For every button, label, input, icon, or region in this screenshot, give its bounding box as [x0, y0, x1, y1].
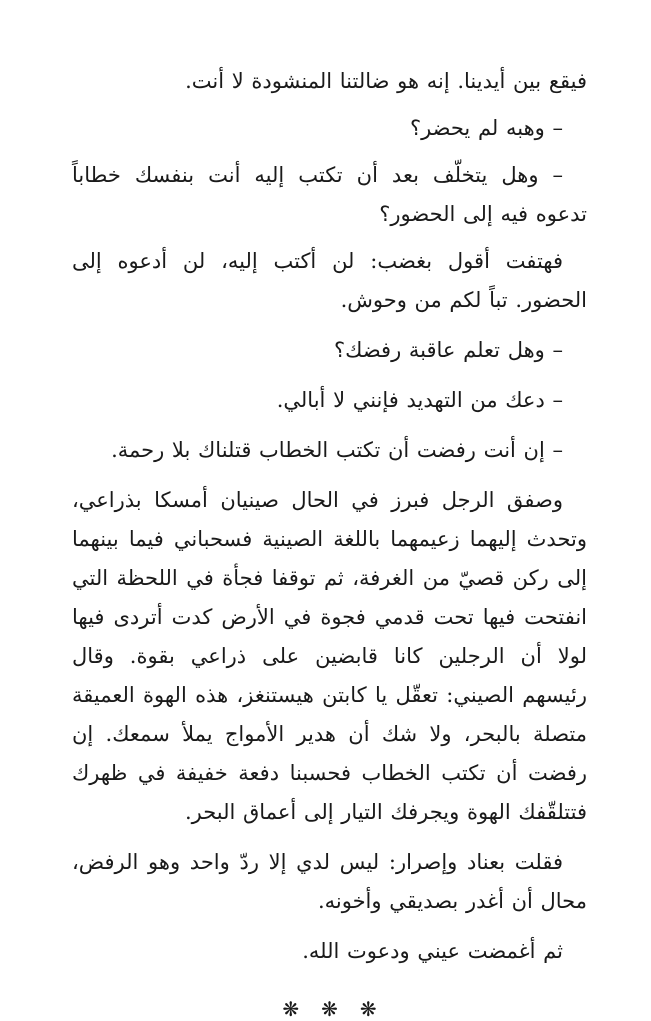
dialogue-line-4: – دعك من التهديد فإنني لا أبالي.	[276, 388, 563, 412]
dialogue-line-5: – إن أنت رفضت أن تكتب الخطاب قتلناك بلا رحمة.	[111, 438, 563, 462]
paragraph-2: فهتفت أقول بغضب: لن أكتب إليه، لن أدعوه إلى الحضور. تباً لكم من وحوش.	[72, 249, 587, 312]
paragraph-5: ثم أغمضت عيني ودعوت الله.	[302, 939, 563, 963]
paragraph-1: فيقع بين أيدينا. إنه هو ضالتنا المنشودة لا أنت.	[185, 69, 587, 93]
dialogue-line-1: – وهبه لم يحضر؟	[409, 116, 563, 140]
dialogue-line-2: – وهل يتخلّف بعد أن تكتب إليه أنت بنفسك خطاباً تدعوه فيه إلى الحضور؟	[72, 163, 587, 226]
section-divider: ❋❋❋	[282, 997, 399, 1021]
dialogue-line-3: – وهل تعلم عاقبة رفضك؟	[333, 338, 563, 362]
paragraph-4: فقلت بعناد وإصرار: ليس لدي إلا ردّ واحد وهو الرفض، محال أن أغدر بصديقي وأخونه.	[72, 850, 587, 913]
paragraph-3: وصفق الرجل فبرز في الحال صينيان أمسكا بذراعي، وتحدث إليهما زعيمهما باللغة الصينية فسحباني فيما بينهما إلى ركن قصيّ من الغرفة، ثم توقفا فجأة في اللحظة التي انفتحت فيها تحت قدمي فجوة في الأرض كدت أتردى فيها لولا أن الرجلين كانا قابضين على ذراعي بقوة. وقال رئيسهم الصيني: تعقّل يا كابتن هيستنغز، هذه الهوة العميقة متصلة بالبحر، ولا شك أن هدير الأمواج يملأ سمعك. إن رفضت أن تكتب الخطاب فحسبنا دفعة خفيفة في ظهرك فتتلقّفك الهوة ويجرفك التيار إلى أعماق البحر.	[72, 488, 587, 824]
book-page	[72, 62, 587, 1021]
